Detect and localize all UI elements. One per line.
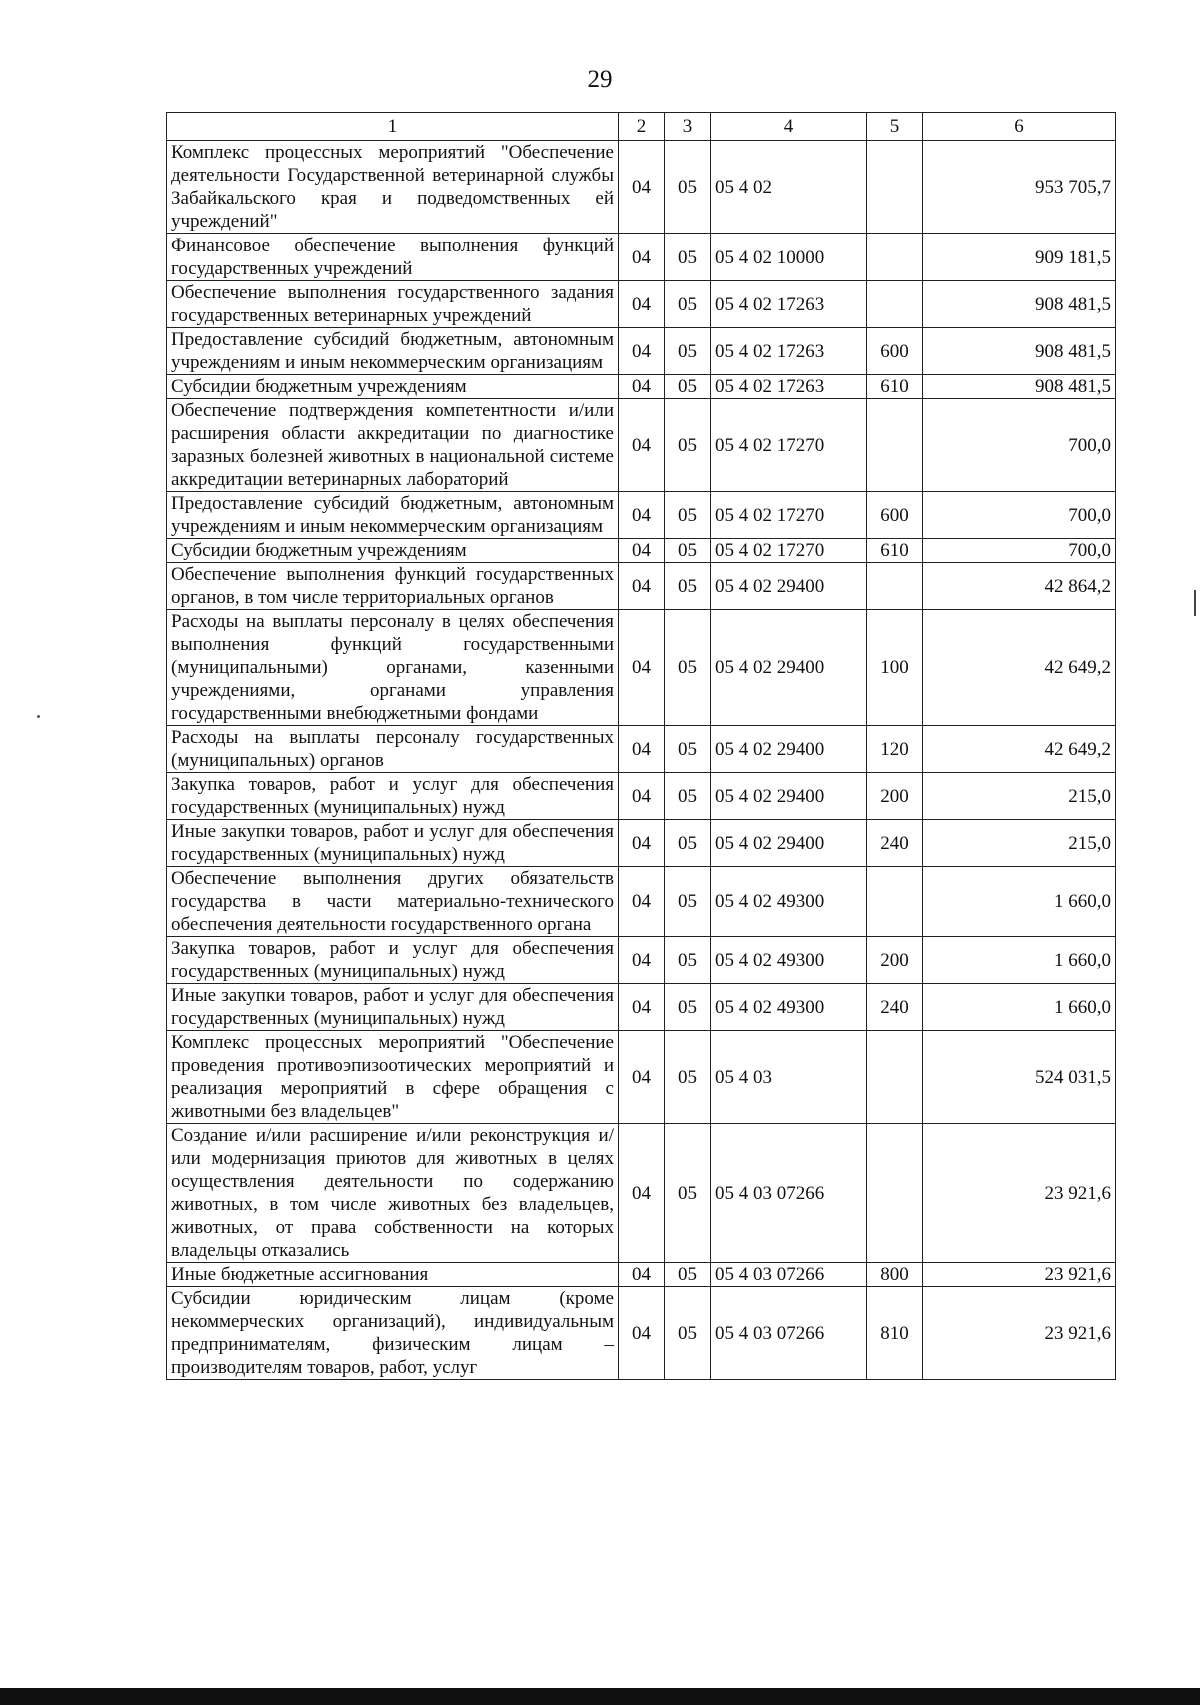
target-article-cell: 05 4 03 07266 bbox=[711, 1124, 867, 1263]
subsection-cell: 05 bbox=[665, 820, 711, 867]
header-cell: 3 bbox=[665, 113, 711, 141]
subsection-cell: 05 bbox=[665, 773, 711, 820]
target-article-cell: 05 4 02 17270 bbox=[711, 539, 867, 563]
section-cell: 04 bbox=[619, 1124, 665, 1263]
table-row bbox=[167, 773, 1116, 820]
amount-cell: 908 481,5 bbox=[923, 375, 1116, 399]
expense-type-cell bbox=[867, 234, 923, 281]
page-number: 29 bbox=[587, 66, 613, 93]
description-cell: Расходы на выплаты персоналу государственных (муниципальных) органов bbox=[167, 726, 619, 773]
subsection-cell: 05 bbox=[665, 937, 711, 984]
expense-type-cell: 240 bbox=[867, 820, 923, 867]
section-cell: 04 bbox=[619, 234, 665, 281]
table-row bbox=[167, 399, 1116, 492]
table-row bbox=[167, 984, 1116, 1031]
amount-cell: 23 921,6 bbox=[923, 1287, 1116, 1380]
header-cell: 5 bbox=[867, 113, 923, 141]
scan-bottom-edge bbox=[0, 1688, 1200, 1705]
table-row bbox=[167, 867, 1116, 937]
description-cell: Закупка товаров, работ и услуг для обеспечения государственных (муниципальных) нужд bbox=[167, 937, 619, 984]
table-row bbox=[167, 492, 1116, 539]
amount-cell: 700,0 bbox=[923, 492, 1116, 539]
target-article-cell: 05 4 02 29400 bbox=[711, 610, 867, 726]
amount-cell: 700,0 bbox=[923, 539, 1116, 563]
table-row bbox=[167, 1287, 1116, 1380]
subsection-cell: 05 bbox=[665, 1031, 711, 1124]
scan-dot bbox=[37, 715, 40, 718]
amount-cell: 953 705,7 bbox=[923, 141, 1116, 234]
subsection-cell: 05 bbox=[665, 563, 711, 610]
section-cell: 04 bbox=[619, 726, 665, 773]
expense-type-cell bbox=[867, 563, 923, 610]
description-cell: Закупка товаров, работ и услуг для обеспечения государственных (муниципальных) нужд bbox=[167, 773, 619, 820]
expense-type-cell: 200 bbox=[867, 937, 923, 984]
description-cell: Создание и/или расширение и/или реконструкция и/или модернизация приютов для животных в целях осуществления деятельности по содержанию животных, в том числе животных без владельцев, животных, от права собственности на которых владельцы отказались bbox=[167, 1124, 619, 1263]
section-cell: 04 bbox=[619, 867, 665, 937]
header-cell: 1 bbox=[167, 113, 619, 141]
section-cell: 04 bbox=[619, 610, 665, 726]
description-cell: Субсидии юридическим лицам (кроме некоммерческих организаций), индивидуальным предпринимателям, физическим лицам – производителям товаров, работ, услуг bbox=[167, 1287, 619, 1380]
target-article-cell: 05 4 03 07266 bbox=[711, 1263, 867, 1287]
target-article-cell: 05 4 02 29400 bbox=[711, 726, 867, 773]
amount-cell: 215,0 bbox=[923, 773, 1116, 820]
description-cell: Комплекс процессных мероприятий "Обеспечение проведения противоэпизоотических мероприятий и реализация мероприятий в сфере обращения с животными без владельцев" bbox=[167, 1031, 619, 1124]
section-cell: 04 bbox=[619, 1287, 665, 1380]
amount-cell: 42 649,2 bbox=[923, 726, 1116, 773]
amount-cell: 1 660,0 bbox=[923, 984, 1116, 1031]
target-article-cell: 05 4 02 17263 bbox=[711, 375, 867, 399]
section-cell: 04 bbox=[619, 328, 665, 375]
expense-type-cell: 120 bbox=[867, 726, 923, 773]
amount-cell: 215,0 bbox=[923, 820, 1116, 867]
description-cell: Субсидии бюджетным учреждениям bbox=[167, 375, 619, 399]
subsection-cell: 05 bbox=[665, 492, 711, 539]
description-cell: Предоставление субсидий бюджетным, автономным учреждениям и иным некоммерческим организациям bbox=[167, 328, 619, 375]
table-row bbox=[167, 1124, 1116, 1263]
section-cell: 04 bbox=[619, 375, 665, 399]
target-article-cell: 05 4 02 17263 bbox=[711, 328, 867, 375]
description-cell: Обеспечение подтверждения компетентности и/или расширения области аккредитации по диагностике заразных болезней животных в национальной системе аккредитации ветеринарных лабораторий bbox=[167, 399, 619, 492]
target-article-cell: 05 4 02 29400 bbox=[711, 820, 867, 867]
description-cell: Обеспечение выполнения функций государственных органов, в том числе территориальных органов bbox=[167, 563, 619, 610]
target-article-cell: 05 4 02 17270 bbox=[711, 492, 867, 539]
target-article-cell: 05 4 02 17270 bbox=[711, 399, 867, 492]
amount-cell: 909 181,5 bbox=[923, 234, 1116, 281]
table-row bbox=[167, 1031, 1116, 1124]
target-article-cell: 05 4 02 49300 bbox=[711, 984, 867, 1031]
target-article-cell: 05 4 02 17263 bbox=[711, 281, 867, 328]
expense-type-cell bbox=[867, 399, 923, 492]
target-article-cell: 05 4 03 07266 bbox=[711, 1287, 867, 1380]
expense-type-cell: 100 bbox=[867, 610, 923, 726]
table-row bbox=[167, 234, 1116, 281]
table-row bbox=[167, 726, 1116, 773]
subsection-cell: 05 bbox=[665, 234, 711, 281]
header-cell: 4 bbox=[711, 113, 867, 141]
amount-cell: 700,0 bbox=[923, 399, 1116, 492]
budget-table bbox=[166, 112, 1116, 1380]
target-article-cell: 05 4 02 29400 bbox=[711, 563, 867, 610]
subsection-cell: 05 bbox=[665, 867, 711, 937]
section-cell: 04 bbox=[619, 492, 665, 539]
description-cell: Обеспечение выполнения государственного задания государственных ветеринарных учреждений bbox=[167, 281, 619, 328]
table-row bbox=[167, 281, 1116, 328]
expense-type-cell: 600 bbox=[867, 328, 923, 375]
amount-cell: 524 031,5 bbox=[923, 1031, 1116, 1124]
subsection-cell: 05 bbox=[665, 1124, 711, 1263]
header-cell: 2 bbox=[619, 113, 665, 141]
amount-cell: 1 660,0 bbox=[923, 937, 1116, 984]
table-row bbox=[167, 375, 1116, 399]
description-cell: Предоставление субсидий бюджетным, автономным учреждениям и иным некоммерческим организациям bbox=[167, 492, 619, 539]
table-row bbox=[167, 539, 1116, 563]
expense-type-cell: 800 bbox=[867, 1263, 923, 1287]
subsection-cell: 05 bbox=[665, 281, 711, 328]
target-article-cell: 05 4 02 49300 bbox=[711, 937, 867, 984]
expense-type-cell bbox=[867, 141, 923, 234]
table-row bbox=[167, 610, 1116, 726]
expense-type-cell bbox=[867, 1031, 923, 1124]
amount-cell: 23 921,6 bbox=[923, 1124, 1116, 1263]
amount-cell: 908 481,5 bbox=[923, 281, 1116, 328]
subsection-cell: 05 bbox=[665, 539, 711, 563]
scan-mark bbox=[1194, 590, 1196, 616]
subsection-cell: 05 bbox=[665, 375, 711, 399]
target-article-cell: 05 4 02 bbox=[711, 141, 867, 234]
section-cell: 04 bbox=[619, 281, 665, 328]
target-article-cell: 05 4 02 29400 bbox=[711, 773, 867, 820]
section-cell: 04 bbox=[619, 984, 665, 1031]
description-cell: Иные бюджетные ассигнования bbox=[167, 1263, 619, 1287]
header-cell: 6 bbox=[923, 113, 1116, 141]
section-cell: 04 bbox=[619, 1263, 665, 1287]
section-cell: 04 bbox=[619, 1031, 665, 1124]
expense-type-cell: 240 bbox=[867, 984, 923, 1031]
table-row bbox=[167, 141, 1116, 234]
expense-type-cell: 200 bbox=[867, 773, 923, 820]
table-row bbox=[167, 328, 1116, 375]
amount-cell: 42 864,2 bbox=[923, 563, 1116, 610]
description-cell: Финансовое обеспечение выполнения функций государственных учреждений bbox=[167, 234, 619, 281]
section-cell: 04 bbox=[619, 773, 665, 820]
header-row bbox=[167, 113, 1116, 141]
section-cell: 04 bbox=[619, 141, 665, 234]
description-cell: Иные закупки товаров, работ и услуг для обеспечения государственных (муниципальных) нужд bbox=[167, 984, 619, 1031]
target-article-cell: 05 4 02 10000 bbox=[711, 234, 867, 281]
section-cell: 04 bbox=[619, 399, 665, 492]
description-cell: Расходы на выплаты персоналу в целях обеспечения выполнения функций государственными (муниципальными) органами, казенными учреждениями, органами управления государственными внебюджетными фондами bbox=[167, 610, 619, 726]
description-cell: Комплекс процессных мероприятий "Обеспечение деятельности Государственной ветеринарной службы Забайкальского края и подведомственных ей учреждений" bbox=[167, 141, 619, 234]
description-cell: Обеспечение выполнения других обязательств государства в части материально-технического обеспечения деятельности государственного органа bbox=[167, 867, 619, 937]
subsection-cell: 05 bbox=[665, 141, 711, 234]
subsection-cell: 05 bbox=[665, 984, 711, 1031]
subsection-cell: 05 bbox=[665, 1287, 711, 1380]
section-cell: 04 bbox=[619, 539, 665, 563]
description-cell: Субсидии бюджетным учреждениям bbox=[167, 539, 619, 563]
expense-type-cell: 610 bbox=[867, 539, 923, 563]
subsection-cell: 05 bbox=[665, 1263, 711, 1287]
section-cell: 04 bbox=[619, 937, 665, 984]
subsection-cell: 05 bbox=[665, 610, 711, 726]
subsection-cell: 05 bbox=[665, 399, 711, 492]
amount-cell: 23 921,6 bbox=[923, 1263, 1116, 1287]
table-row bbox=[167, 820, 1116, 867]
target-article-cell: 05 4 02 49300 bbox=[711, 867, 867, 937]
table-row bbox=[167, 937, 1116, 984]
target-article-cell: 05 4 03 bbox=[711, 1031, 867, 1124]
expense-type-cell: 600 bbox=[867, 492, 923, 539]
table-row bbox=[167, 563, 1116, 610]
subsection-cell: 05 bbox=[665, 328, 711, 375]
expense-type-cell: 610 bbox=[867, 375, 923, 399]
expense-type-cell bbox=[867, 867, 923, 937]
table-row bbox=[167, 1263, 1116, 1287]
expense-type-cell: 810 bbox=[867, 1287, 923, 1380]
amount-cell: 42 649,2 bbox=[923, 610, 1116, 726]
section-cell: 04 bbox=[619, 563, 665, 610]
description-cell: Иные закупки товаров, работ и услуг для обеспечения государственных (муниципальных) нужд bbox=[167, 820, 619, 867]
expense-type-cell bbox=[867, 281, 923, 328]
section-cell: 04 bbox=[619, 820, 665, 867]
amount-cell: 908 481,5 bbox=[923, 328, 1116, 375]
subsection-cell: 05 bbox=[665, 726, 711, 773]
amount-cell: 1 660,0 bbox=[923, 867, 1116, 937]
expense-type-cell bbox=[867, 1124, 923, 1263]
